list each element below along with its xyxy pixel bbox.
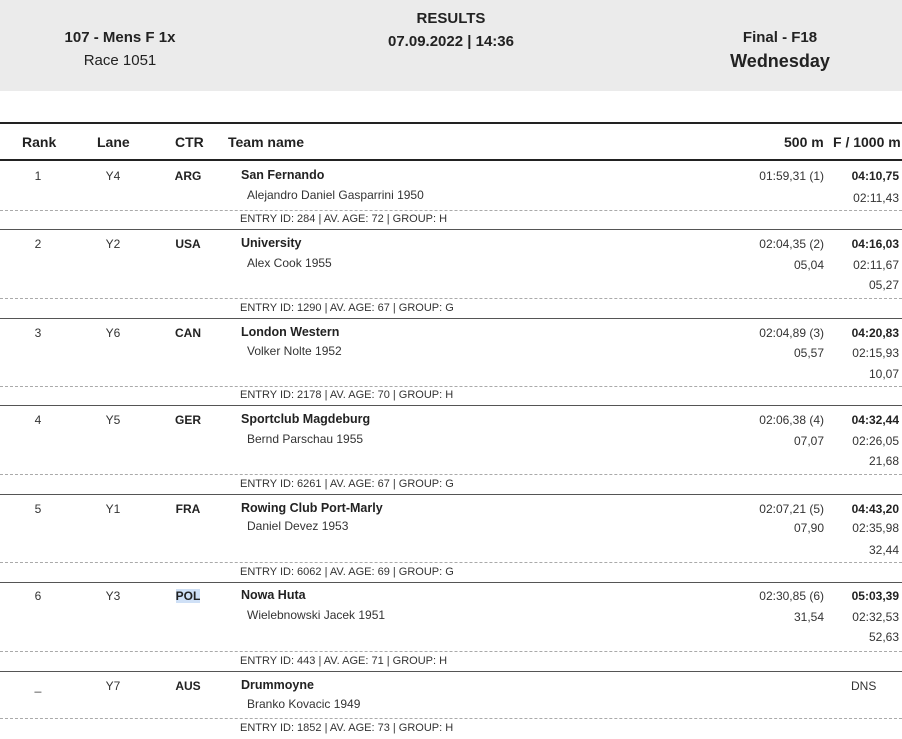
final-time: 04:20,83	[851, 326, 899, 340]
country-code: CAN	[175, 326, 201, 340]
athlete: Volker Nolte 1952	[247, 344, 342, 358]
entry-info: ENTRY ID: 284 | AV. AGE: 72 | GROUP: H	[240, 213, 448, 225]
final-split: 02:32,53	[852, 610, 899, 624]
rank: 2	[34, 237, 42, 251]
country-code: AUS	[175, 679, 201, 693]
country-code: GER	[174, 413, 201, 427]
header-divider	[0, 159, 902, 161]
team-name: University	[241, 236, 302, 250]
row-divider	[0, 718, 902, 719]
split-500m-diff: 05,57	[793, 346, 824, 360]
split-500m: 01:59,31 (1)	[759, 169, 824, 183]
rank: 6	[34, 589, 42, 603]
lane: Y4	[105, 169, 121, 183]
athlete: Branko Kovacic 1949	[247, 697, 361, 711]
final-diff: 21,68	[868, 454, 899, 468]
entry-info: ENTRY ID: 443 | AV. AGE: 71 | GROUP: H	[240, 655, 448, 667]
row-divider	[0, 210, 902, 211]
lane: Y3	[105, 589, 121, 603]
entry-info: ENTRY ID: 1852 | AV. AGE: 73 | GROUP: H	[240, 722, 454, 734]
entry-info: ENTRY ID: 2178 | AV. AGE: 70 | GROUP: H	[240, 389, 454, 401]
final-diff: 10,07	[868, 367, 899, 381]
split-500m-diff: 31,54	[793, 610, 824, 624]
entry-info: ENTRY ID: 6062 | AV. AGE: 69 | GROUP: G	[240, 566, 454, 578]
split-500m: 02:07,21 (5)	[759, 502, 824, 516]
team-name: London Western	[241, 325, 340, 339]
split-500m-diff: 07,90	[793, 521, 824, 535]
col-header-final: F / 1000 m	[833, 134, 901, 150]
table-top-border	[0, 122, 902, 124]
col-header-lane: Lane	[97, 134, 130, 150]
rank: 1	[34, 169, 42, 183]
final-diff: 05,27	[868, 278, 899, 292]
country-code: ARG	[174, 169, 202, 183]
final-split: 02:11,43	[853, 191, 899, 205]
row-separator	[0, 494, 902, 495]
final-split: 02:35,98	[852, 521, 899, 535]
event-block	[40, 29, 200, 69]
final-block	[690, 29, 870, 72]
athlete: Alejandro Daniel Gasparrini 1950	[247, 188, 424, 202]
race-datetime: 07.09.2022 | 14:36	[388, 33, 514, 50]
athlete: Daniel Devez 1953	[247, 519, 349, 533]
team-name: Nowa Huta	[241, 588, 306, 602]
lane: Y6	[105, 326, 121, 340]
row-separator	[0, 582, 902, 583]
final-label: Final - F18	[742, 29, 818, 46]
athlete: Bernd Parschau 1955	[247, 432, 364, 446]
results-header	[0, 0, 902, 91]
split-500m-diff: 05,04	[793, 258, 824, 272]
final-diff: 52,63	[868, 630, 899, 644]
col-header-500m: 500 m	[784, 134, 824, 150]
row-divider	[0, 562, 902, 563]
team-name: Rowing Club Port-Marly	[241, 501, 383, 515]
final-time: 05:03,39	[851, 589, 899, 603]
lane: Y7	[105, 679, 121, 693]
final-split: 02:11,67	[853, 258, 899, 272]
row-divider	[0, 386, 902, 387]
athlete: Wielebnowski Jacek 1951	[247, 608, 386, 622]
row-separator	[0, 229, 902, 230]
rank: 5	[34, 502, 42, 516]
lane: Y1	[105, 502, 121, 516]
country-code-highlight: POL	[175, 589, 201, 603]
event-name: 107 - Mens F 1x	[64, 29, 176, 46]
final-split: 02:15,93	[852, 346, 899, 360]
split-500m: 02:06,38 (4)	[759, 413, 824, 427]
race-day: Wednesday	[730, 51, 830, 71]
row-divider	[0, 651, 902, 652]
col-header-team: Team name	[228, 134, 304, 150]
team-name: Sportclub Magdeburg	[241, 412, 371, 426]
athlete: Alex Cook 1955	[247, 256, 332, 270]
split-500m: 02:30,85 (6)	[759, 589, 824, 603]
country-code: USA	[175, 237, 201, 251]
final-time: 04:16,03	[851, 237, 899, 251]
country-code	[150, 589, 226, 603]
final-time: 04:32,44	[851, 413, 899, 427]
split-500m-diff: 07,07	[793, 434, 824, 448]
lane: Y2	[105, 237, 121, 251]
rank: 3	[34, 326, 42, 340]
final-time: 04:10,75	[851, 169, 899, 183]
rank: 4	[34, 413, 42, 427]
split-500m: 02:04,89 (3)	[759, 326, 824, 340]
col-header-rank: Rank	[22, 134, 57, 150]
split-500m: 02:04,35 (2)	[759, 237, 824, 251]
entry-info: ENTRY ID: 6261 | AV. AGE: 67 | GROUP: G	[240, 478, 454, 490]
row-separator	[0, 318, 902, 319]
status-dns: DNS	[851, 679, 877, 693]
final-split: 02:26,05	[852, 434, 899, 448]
row-divider	[0, 474, 902, 475]
final-time: 04:43,20	[851, 502, 899, 516]
rank: _	[34, 679, 42, 693]
col-header-ctr: CTR	[175, 134, 204, 150]
row-divider	[0, 298, 902, 299]
row-separator	[0, 671, 902, 672]
team-name: Drummoyne	[241, 678, 314, 692]
lane: Y5	[105, 413, 121, 427]
entry-info: ENTRY ID: 1290 | AV. AGE: 67 | GROUP: G	[240, 302, 454, 314]
results-label: RESULTS	[416, 10, 486, 27]
row-separator	[0, 405, 902, 406]
country-code: FRA	[175, 502, 201, 516]
final-diff: 32,44	[868, 543, 899, 557]
results-block	[351, 10, 551, 50]
race-number: Race 1051	[83, 52, 157, 69]
team-name: San Fernando	[241, 168, 325, 182]
